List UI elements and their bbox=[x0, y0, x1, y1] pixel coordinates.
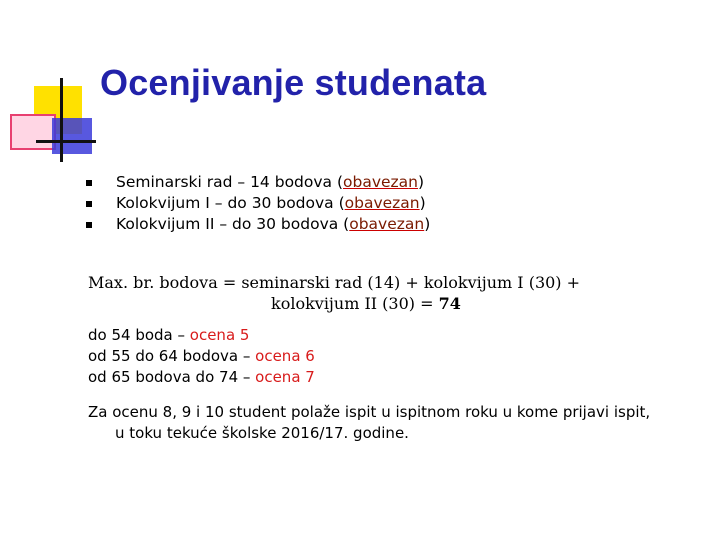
note-line-1: Za ocenu 8, 9 i 10 student polaže ispit u ispitnom roku u kome prijavi ispit, bbox=[88, 403, 651, 421]
square-bullet-icon bbox=[86, 222, 92, 228]
grade-value: ocena 7 bbox=[255, 368, 315, 386]
item-close: ) bbox=[424, 215, 431, 233]
formula-total: 74 bbox=[438, 294, 461, 313]
square-bullet-icon bbox=[86, 201, 92, 207]
slide-title: Ocenjivanje studenata bbox=[100, 62, 487, 103]
item-text: Seminarski rad – 14 bodova ( bbox=[116, 173, 344, 191]
square-bullet-icon bbox=[86, 180, 92, 186]
formula-line2: kolokvijum II (30) = bbox=[271, 294, 439, 313]
required-label: obavezan bbox=[343, 173, 419, 191]
grade-scale bbox=[88, 325, 315, 388]
decor-vertical-line bbox=[60, 78, 63, 162]
required-label: obavezan bbox=[344, 194, 420, 212]
decor-horizontal-line bbox=[36, 140, 96, 143]
list-item bbox=[86, 193, 430, 214]
max-points-formula bbox=[88, 272, 700, 314]
item-close: ) bbox=[419, 194, 426, 212]
grade-row bbox=[88, 346, 315, 367]
grade-range: od 65 bodova do 74 – bbox=[88, 368, 256, 386]
grade-value: ocena 6 bbox=[255, 347, 315, 365]
requirements-list bbox=[86, 172, 430, 235]
formula-line1: = seminarski rad (14) + kolokvijum I (30) + bbox=[217, 273, 581, 292]
item-text: Kolokvijum I – do 30 bodova ( bbox=[116, 194, 345, 212]
list-item bbox=[86, 172, 430, 193]
item-text: Kolokvijum II – do 30 bodova ( bbox=[116, 215, 350, 233]
note-line-2: u toku tekuće školske 2016/17. godine. bbox=[115, 424, 409, 442]
decor-blue-square bbox=[52, 118, 92, 154]
required-label: obavezan bbox=[349, 215, 425, 233]
formula-label: Max. br. bodova bbox=[88, 273, 218, 292]
list-item bbox=[86, 214, 430, 235]
grade-value: ocena 5 bbox=[189, 326, 250, 344]
grade-row bbox=[88, 367, 315, 388]
grade-range: od 55 do 64 bodova – bbox=[88, 347, 256, 365]
item-close: ) bbox=[418, 173, 425, 191]
decor-pink-square bbox=[10, 114, 56, 150]
grade-row bbox=[88, 325, 315, 346]
grade-range: do 54 boda – bbox=[88, 326, 190, 344]
exam-note bbox=[88, 402, 700, 444]
